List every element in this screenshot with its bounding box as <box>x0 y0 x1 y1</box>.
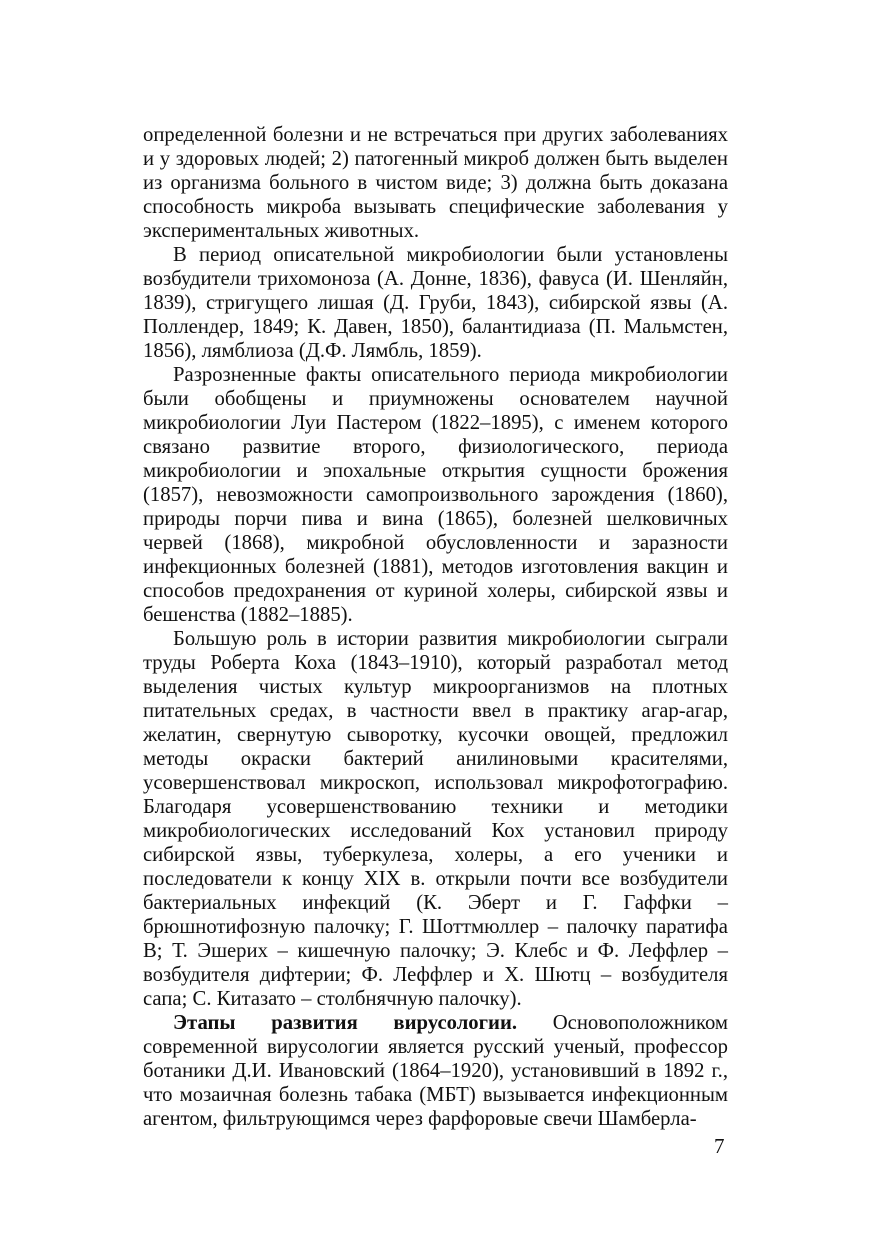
paragraph-pasteur: Разрозненные факты описательного периода микробиологии были обобщены и приумножены основателем научной микробиологии Луи Пастером (1822–1895), с именем которого связано развитие второго, физиологического, периода микробиологии и эпохальные открытия сущности брожения (1857), невозможности самопроизвольного зарождения (1860), природы порчи пива и вина (1865), болезней шелковичных червей (1868), микробной обусловленности и заразности инфекционных болезней (1881), методов изготовления вакцин и способов предохранения от куриной холеры, сибирской язвы и бешенства (1882–1885). <box>143 364 728 626</box>
paragraph-virology-text: Основоположником современной вирусологии является русский ученый, профессор ботаники Д.И. Ивановский (1864–1920), установивший в 1892 г., что мозаичная болезнь табака (МБТ) вызывается инфекционным агентом, фильтрующимся через фарфоровые свечи Шамберла- <box>143 1012 728 1130</box>
body-text <box>143 123 728 1131</box>
paragraph-virology <box>143 1011 728 1131</box>
paragraph-koch-postulates-end: определенной болезни и не встречаться при других заболеваниях и у здоровых людей; 2) патогенный микроб должен быть выделен из организма больного в чистом виде; 3) должна быть доказана способность микроба вызывать специфические заболевания у экспериментальных животных. <box>143 124 728 242</box>
page-number: 7 <box>714 1134 725 1158</box>
paragraph-koch: Большую роль в истории развития микробиологии сыграли труды Роберта Коха (1843–1910), который разработал метод выделения чистых культур микроорганизмов на плотных питательных средах, в частности ввел в практику агар-агар, желатин, свернутую сыворотку, кусочки овощей, предложил методы окраски бактерий анилиновыми красителями, усовершенствовал микроскоп, использовал микрофотографию. Благодаря усовершенствованию техники и методики микробиологических исследований Кох установил природу сибирской язвы, туберкулеза, холеры, а его ученики и последователи к концу XIX в. открыли почти все возбудители бактериальных инфекций (К. Эберт и Г. Гаффки – брюшнотифозную палочку; Г. Шоттмюллер – палочку паратифа В; Т. Эшерих – кишечную палочку; Э. Клебс и Ф. Леффлер – возбудителя дифтерии; Ф. Леффлер и Х. Шютц – возбудителя сапа; С. Китазато – столбнячную палочку). <box>143 628 728 1010</box>
section-heading-virology: Этапы развития вирусологии. <box>173 1012 518 1034</box>
paragraph-descriptive-period: В период описательной микробиологии были установлены возбудители трихомоноза (А. Донне, 1836), фавуса (И. Шенляйн, 1839), стригущего лишая (Д. Груби, 1843), сибирской язвы (А. Поллендер, 1849; К. Давен, 1850), балантидиаза (П. Мальмстен, 1856), лямблиоза (Д.Ф. Лямбль, 1859). <box>143 244 728 362</box>
